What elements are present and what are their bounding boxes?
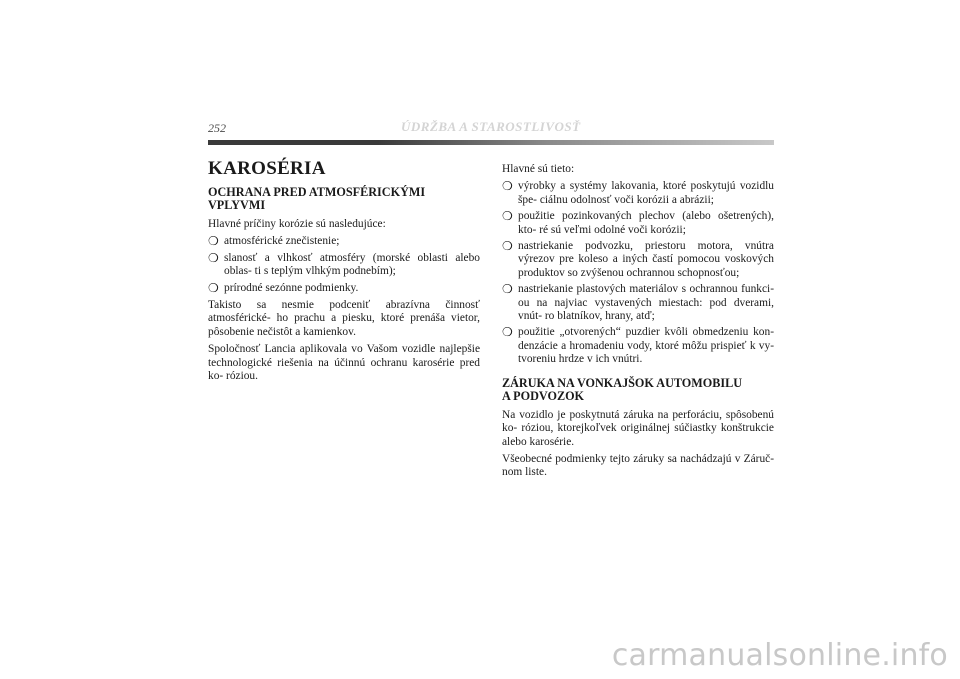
list-item-text: použitie pozinkovaných plechov (alebo ošetrených), kto- ré sú veľmi odolné voči korózii; (518, 210, 774, 236)
bullet-icon: ❍ (208, 250, 219, 265)
paragraph: Všeobecné podmienky tejto záruky sa nachádzajú v Záruč- nom liste. (502, 452, 774, 479)
intro-text: Hlavné príčiny korózie sú nasledujúce: (208, 218, 386, 230)
bullet-icon: ❍ (502, 282, 513, 297)
left-column (208, 158, 480, 387)
running-title: ÚDRŽBA A STAROSTLIVOSŤ (401, 119, 581, 134)
paragraph: Spoločnosť Lancia aplikovala vo Vašom vozidle najlepšie technologické riešenia na účinnú ochranu karosérie pred ko- róziou. (208, 343, 480, 383)
page-number: 252 (208, 121, 226, 135)
bullet-icon: ❍ (502, 209, 513, 224)
bullet-icon: ❍ (502, 239, 513, 254)
list-item-text: prírodné sezónne podmienky. (224, 281, 359, 294)
bullet-icon: ❍ (502, 325, 513, 340)
list-item (208, 235, 480, 248)
list-item (502, 180, 774, 207)
list-item-text: nastriekanie podvozku, priestoru motora, vnútra výrezov pre koleso a iných častí pomocou voskových produktov so zvýšenou ochrannou schopnosťou; (518, 240, 774, 279)
protection-list (502, 180, 774, 366)
header-rule (208, 140, 774, 145)
list-item (502, 240, 774, 280)
bullet-icon: ❍ (502, 179, 513, 194)
bullet-icon: ❍ (208, 234, 219, 249)
list-item-text: nastriekanie plastových materiálov s ochrannou funkci- ou na najviac vystavených miestach: pod dverami, vnút- ro blatníkov, hrany, atď; (518, 283, 774, 323)
intro-text: Hlavné sú tieto: (502, 163, 575, 175)
list-item (502, 210, 774, 237)
list-item-text: slanosť a vlhkosť atmosféry (morské oblasti alebo oblas- ti s teplým vlhkým podnebím); (224, 251, 480, 278)
causes-list (208, 235, 480, 295)
paragraph: Takisto sa nesmie podceniť abrazívna činnosť atmosférické- ho prachu a piesku, ktoré prenáša vietor, pôsobenie nečistôt a kamienkov. (208, 299, 480, 338)
list-item (502, 326, 774, 366)
list-item (208, 282, 480, 295)
list-item (502, 283, 774, 323)
warranty-subtitle-line1: ZÁRUKA NA VONKAJŠOK AUTOMOBILU (502, 375, 743, 390)
list-item (208, 252, 480, 279)
bullet-icon: ❍ (208, 280, 219, 295)
warranty-subtitle-line2: A PODVOZOK (502, 388, 585, 403)
list-item-text: atmosférické znečistenie; (224, 235, 340, 248)
section-subtitle: OCHRANA PRED ATMOSFÉRICKÝMI VPLYVMI (208, 185, 426, 212)
right-column (502, 163, 774, 484)
list-item-text: výrobky a systémy lakovania, ktoré poskytujú vozidlu špe- ciálnu odolnosť voči korózii a abrázii; (518, 180, 774, 206)
watermark-text: carmanualsonline.info (611, 638, 948, 673)
warranty-subtitle (502, 377, 774, 403)
section-title: KAROSÉRIA (208, 158, 326, 179)
paragraph: Na vozidlo je poskytnutá záruka na perforáciu, spôsobenú ko- róziou, ktorejkoľvek originálnej súčiastky konštrukcie alebo karosérie. (502, 408, 774, 448)
list-item-text: použitie „otvorených“ puzdier kvôli obmedzeniu kon- denzácie a hromadeniu vody, ktoré môžu prispieť k vy- tvoreniu hrdze v ich vnútri. (518, 326, 774, 366)
